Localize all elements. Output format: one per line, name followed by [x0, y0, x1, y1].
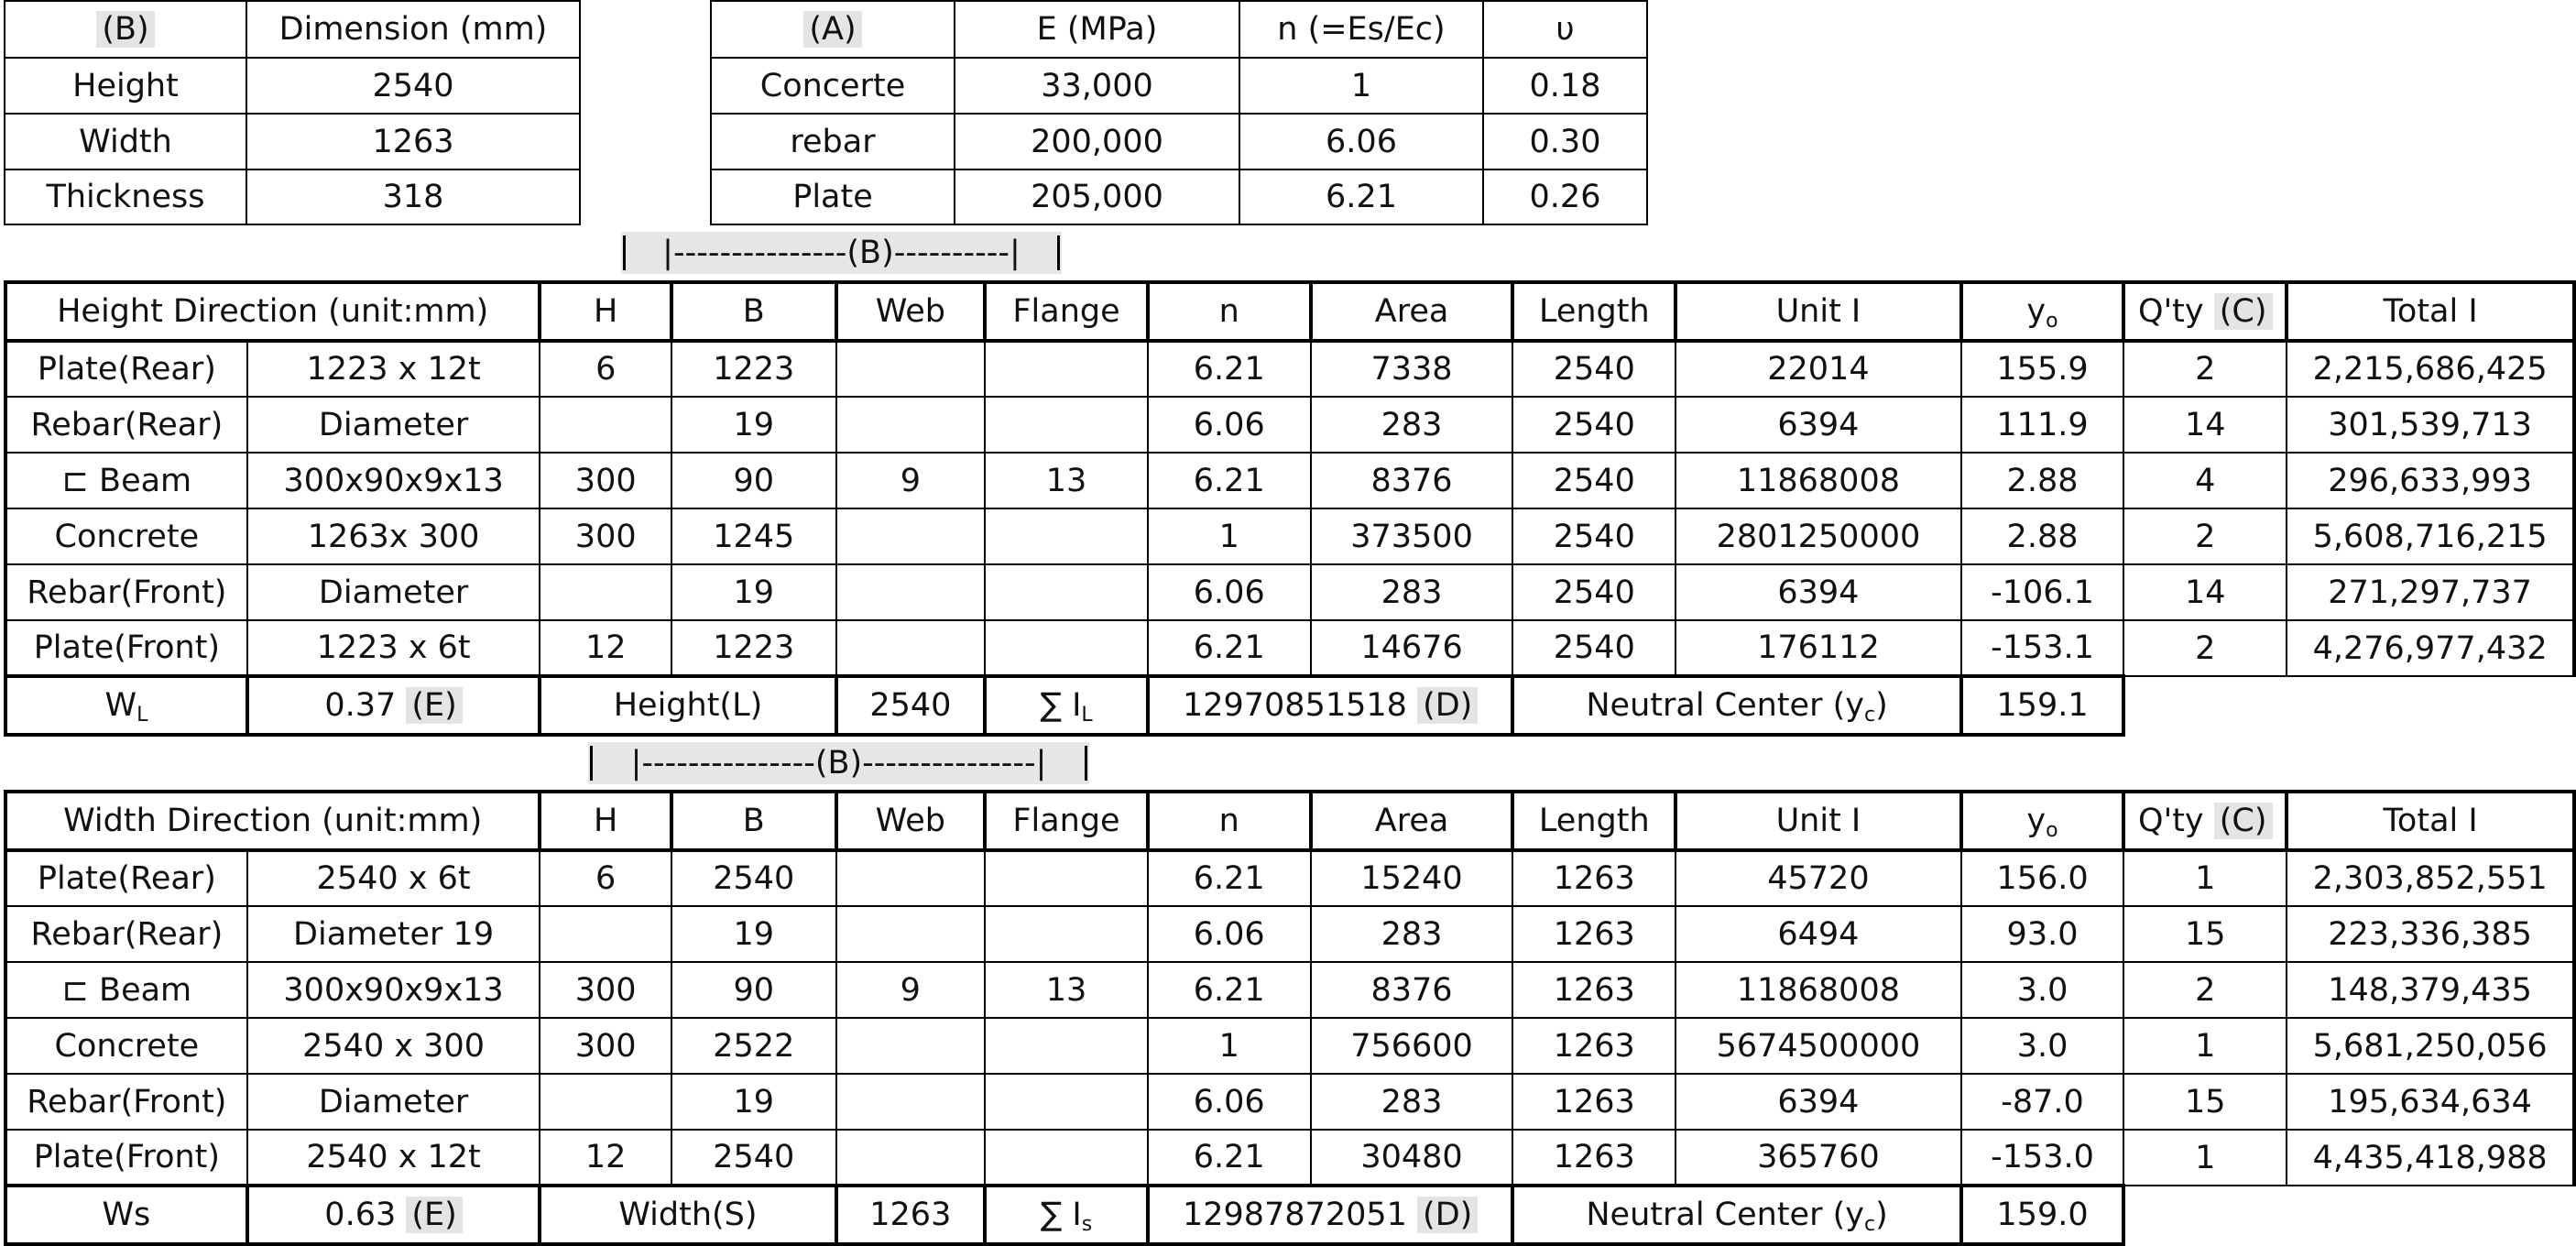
area-value: 283 [1311, 906, 1513, 962]
b-value: 1245 [671, 508, 836, 564]
column-header-unit-i: Unit I [1675, 282, 1961, 341]
yo-value: 3.0 [1961, 1018, 2124, 1074]
b-span-bracket [588, 742, 1089, 784]
total-i-value: 5,681,250,056 [2287, 1018, 2574, 1074]
h-value [540, 564, 671, 620]
unit-i-value: 6394 [1675, 1074, 1961, 1130]
height-direction-table [4, 280, 2576, 737]
neutral-center-value: 159.1 [1961, 676, 2124, 735]
unit-i-value: 11868008 [1675, 962, 1961, 1018]
total-i-value: 4,435,418,988 [2287, 1130, 2574, 1186]
flange-value: 13 [985, 962, 1148, 1018]
weight-factor-value: 0.63 (E) [247, 1186, 540, 1244]
column-header-yo [1961, 282, 2124, 341]
length-value: 2540 [1512, 341, 1675, 397]
n-value: 1 [1148, 1018, 1311, 1074]
n-value: 6.21 [1148, 453, 1311, 508]
column-header-flange: Flange [985, 792, 1148, 850]
dimension-label: Height(L) [540, 676, 835, 735]
flange-value [985, 341, 1148, 397]
bracket-edge [1085, 746, 1087, 781]
web-value: 9 [836, 962, 986, 1018]
total-i-value: 2,215,686,425 [2287, 341, 2574, 397]
material-n: 1 [1239, 58, 1483, 114]
component-spec: 1263x 300 [247, 508, 540, 564]
table-title: Width Direction (unit:mm) [5, 792, 540, 850]
n-value: 6.21 [1148, 620, 1311, 676]
area-value: 283 [1311, 1074, 1513, 1130]
material-e: 33,000 [955, 58, 1239, 114]
qty-value: 2 [2123, 341, 2287, 397]
component-spec: 2540 x 12t [247, 1130, 540, 1186]
n-value: 6.06 [1148, 1074, 1311, 1130]
length-value: 2540 [1512, 564, 1675, 620]
dimension-header-key: (B) [5, 1, 246, 58]
unit-i-value: 45720 [1675, 850, 1961, 906]
table-row [5, 1074, 2574, 1130]
unit-i-value: 365760 [1675, 1130, 1961, 1186]
table-row [5, 341, 2574, 397]
web-value [836, 508, 986, 564]
total-i-value: 5,608,716,215 [2287, 508, 2574, 564]
area-value: 7338 [1311, 341, 1513, 397]
qty-value: 14 [2123, 397, 2287, 453]
n-value: 6.21 [1148, 1130, 1311, 1186]
yo-value: -153.0 [1961, 1130, 2124, 1186]
bracket-edge [590, 746, 593, 781]
h-value: 12 [540, 620, 671, 676]
component-spec: Diameter 19 [247, 906, 540, 962]
empty-cell [2123, 676, 2574, 735]
component-name: Plate(Front) [5, 620, 247, 676]
material-header-poisson: υ [1483, 1, 1647, 58]
yo-symbol: y [2026, 293, 2047, 330]
total-i-value: 301,539,713 [2287, 397, 2574, 453]
neutral-center-label: Neutral Center (yc) [1512, 676, 1960, 735]
flange-value [985, 906, 1148, 962]
n-value: 6.21 [1148, 341, 1311, 397]
component-name: ⊏ Beam [5, 962, 247, 1018]
column-header-total-i: Total I [2287, 282, 2574, 341]
sum-i-value: 12987872051 (D) [1148, 1186, 1513, 1244]
width-table-body [5, 850, 2574, 1186]
material-name: Concerte [711, 58, 955, 114]
flange-value [985, 564, 1148, 620]
dimension-label: Width [5, 114, 246, 169]
total-i-value: 2,303,852,551 [2287, 850, 2574, 906]
length-value: 2540 [1512, 397, 1675, 453]
column-header-qty [2123, 282, 2287, 341]
flange-value [985, 397, 1148, 453]
qty-value: 2 [2123, 962, 2287, 1018]
dimension-value: 2540 [836, 676, 986, 735]
area-value: 283 [1311, 397, 1513, 453]
flange-value [985, 850, 1148, 906]
material-header-n: n (=Es/Ec) [1239, 1, 1483, 58]
length-value: 1263 [1512, 1130, 1675, 1186]
qty-tag: (C) [2214, 803, 2273, 839]
column-header-n: n [1148, 792, 1311, 850]
column-header-area: Area [1311, 282, 1513, 341]
unit-i-value: 2801250000 [1675, 508, 1961, 564]
flange-value [985, 620, 1148, 676]
b-value: 1223 [671, 341, 836, 397]
qty-label: Q'ty [2138, 293, 2204, 330]
column-header-unit-i: Unit I [1675, 792, 1961, 850]
h-value: 300 [540, 508, 671, 564]
n-value: 6.21 [1148, 850, 1311, 906]
web-value [836, 850, 986, 906]
web-value [836, 1074, 986, 1130]
component-name: ⊏ Beam [5, 453, 247, 508]
table-row [5, 962, 2574, 1018]
length-value: 1263 [1512, 1018, 1675, 1074]
total-i-value: 223,336,385 [2287, 906, 2574, 962]
component-name: Rebar(Front) [5, 1074, 247, 1130]
b-value: 19 [671, 906, 836, 962]
column-header-length: Length [1512, 792, 1675, 850]
web-value [836, 1018, 986, 1074]
yo-subscript: o [2046, 310, 2058, 333]
web-value [836, 397, 986, 453]
qty-value: 15 [2123, 906, 2287, 962]
h-value: 300 [540, 453, 671, 508]
n-value: 6.06 [1148, 564, 1311, 620]
flange-value: 13 [985, 453, 1148, 508]
width-direction-table [4, 790, 2576, 1246]
yo-symbol: y [2026, 803, 2047, 839]
column-header-n: n [1148, 282, 1311, 341]
column-header-b: B [671, 282, 836, 341]
dimension-value: 1263 [836, 1186, 986, 1244]
component-name: Rebar(Front) [5, 564, 247, 620]
length-value: 1263 [1512, 906, 1675, 962]
table-row [5, 1018, 2574, 1074]
qty-value: 14 [2123, 564, 2287, 620]
qty-tag: (C) [2214, 293, 2273, 330]
n-value: 6.21 [1148, 962, 1311, 1018]
yo-value: 93.0 [1961, 906, 2124, 962]
length-value: 1263 [1512, 1074, 1675, 1130]
sum-i-label: ∑ IL [985, 676, 1148, 735]
flange-value [985, 1018, 1148, 1074]
material-name: rebar [711, 114, 955, 169]
material-poisson: 0.18 [1483, 58, 1647, 114]
n-value: 6.06 [1148, 397, 1311, 453]
material-e: 200,000 [955, 114, 1239, 169]
unit-i-value: 176112 [1675, 620, 1961, 676]
dimension-label: Thickness [5, 169, 246, 224]
component-spec: 2540 x 300 [247, 1018, 540, 1074]
flange-value [985, 508, 1148, 564]
qty-value: 1 [2123, 850, 2287, 906]
area-value: 756600 [1311, 1018, 1513, 1074]
h-value [540, 397, 671, 453]
area-value: 8376 [1311, 962, 1513, 1018]
component-name: Plate(Rear) [5, 341, 247, 397]
web-value [836, 906, 986, 962]
component-spec: 1223 x 12t [247, 341, 540, 397]
neutral-center-label: Neutral Center (yc) [1512, 1186, 1960, 1244]
yo-value: -87.0 [1961, 1074, 2124, 1130]
unit-i-value: 22014 [1675, 341, 1961, 397]
qty-value: 2 [2123, 508, 2287, 564]
length-value: 2540 [1512, 453, 1675, 508]
area-value: 30480 [1311, 1130, 1513, 1186]
b-value: 90 [671, 962, 836, 1018]
bracket-edge [623, 235, 626, 270]
length-value: 2540 [1512, 508, 1675, 564]
column-header-flange: Flange [985, 282, 1148, 341]
column-header-total-i: Total I [2287, 792, 2574, 850]
empty-cell [2123, 1186, 2574, 1244]
total-i-value: 271,297,737 [2287, 564, 2574, 620]
material-name: Plate [711, 169, 955, 224]
length-value: 1263 [1512, 962, 1675, 1018]
material-poisson: 0.30 [1483, 114, 1647, 169]
area-value: 373500 [1311, 508, 1513, 564]
area-value: 8376 [1311, 453, 1513, 508]
b-value: 19 [671, 397, 836, 453]
b-value: 2540 [671, 1130, 836, 1186]
yo-value: 2.88 [1961, 453, 2124, 508]
material-n: 6.06 [1239, 114, 1483, 169]
column-header-web: Web [836, 792, 986, 850]
dimension-label: Height [5, 58, 246, 114]
h-value: 12 [540, 1130, 671, 1186]
dimension-value: 318 [246, 169, 580, 224]
area-value: 14676 [1311, 620, 1513, 676]
total-i-value: 148,379,435 [2287, 962, 2574, 1018]
unit-i-value: 6394 [1675, 397, 1961, 453]
dimension-label: Width(S) [540, 1186, 835, 1244]
component-spec: 300x90x9x13 [247, 453, 540, 508]
web-value [836, 564, 986, 620]
table-row [5, 397, 2574, 453]
material-header-key: (A) [711, 1, 955, 58]
unit-i-value: 11868008 [1675, 453, 1961, 508]
table-title: Height Direction (unit:mm) [5, 282, 540, 341]
column-header-web: Web [836, 282, 986, 341]
web-value [836, 1130, 986, 1186]
length-value: 2540 [1512, 620, 1675, 676]
component-spec: Diameter [247, 397, 540, 453]
b-value: 90 [671, 453, 836, 508]
table-row [5, 906, 2574, 962]
component-spec: Diameter [247, 564, 540, 620]
component-spec: 2540 x 6t [247, 850, 540, 906]
h-value [540, 1074, 671, 1130]
b-value: 2540 [671, 850, 836, 906]
h-value: 6 [540, 850, 671, 906]
component-name: Concrete [5, 1018, 247, 1074]
total-i-value: 4,276,977,432 [2287, 620, 2574, 676]
flange-value [985, 1074, 1148, 1130]
b-value: 19 [671, 1074, 836, 1130]
dimension-header-value: Dimension (mm) [246, 1, 580, 58]
qty-value: 2 [2123, 620, 2287, 676]
material-n: 6.21 [1239, 169, 1483, 224]
n-value: 6.06 [1148, 906, 1311, 962]
area-value: 283 [1311, 564, 1513, 620]
total-i-value: 195,634,634 [2287, 1074, 2574, 1130]
column-header-length: Length [1512, 282, 1675, 341]
unit-i-value: 6394 [1675, 564, 1961, 620]
b-value: 19 [671, 564, 836, 620]
table-row [5, 850, 2574, 906]
material-header-e: E (MPa) [955, 1, 1239, 58]
h-value: 300 [540, 1018, 671, 1074]
h-value: 300 [540, 962, 671, 1018]
column-header-h: H [540, 282, 671, 341]
table-row [5, 1130, 2574, 1186]
yo-value: 155.9 [1961, 341, 2124, 397]
yo-value: 156.0 [1961, 850, 2124, 906]
column-header-yo [1961, 792, 2124, 850]
table-row [5, 564, 2574, 620]
h-value [540, 906, 671, 962]
yo-value: 3.0 [1961, 962, 2124, 1018]
yo-value: -106.1 [1961, 564, 2124, 620]
column-header-qty [2123, 792, 2287, 850]
qty-value: 1 [2123, 1130, 2287, 1186]
component-name: Rebar(Rear) [5, 397, 247, 453]
material-table [710, 0, 1648, 225]
component-name: Plate(Rear) [5, 850, 247, 906]
table-row [5, 620, 2574, 676]
n-value: 1 [1148, 508, 1311, 564]
b-span-bracket-text: |---------------(B)----------| [662, 235, 1021, 271]
bracket-edge [1057, 235, 1060, 270]
table-row [5, 508, 2574, 564]
dimension-value: 2540 [246, 58, 580, 114]
dimension-table [4, 0, 581, 225]
qty-label: Q'ty [2138, 803, 2204, 839]
flange-value [985, 1130, 1148, 1186]
component-spec: Diameter [247, 1074, 540, 1130]
qty-value: 1 [2123, 1018, 2287, 1074]
web-value [836, 341, 986, 397]
component-name: Plate(Front) [5, 1130, 247, 1186]
qty-value: 4 [2123, 453, 2287, 508]
column-header-b: B [671, 792, 836, 850]
yo-value: -153.1 [1961, 620, 2124, 676]
weight-factor-value: 0.37 (E) [247, 676, 540, 735]
column-header-h: H [540, 792, 671, 850]
yo-value: 2.88 [1961, 508, 2124, 564]
unit-i-value: 5674500000 [1675, 1018, 1961, 1074]
neutral-center-value: 159.0 [1961, 1186, 2124, 1244]
b-value: 2522 [671, 1018, 836, 1074]
yo-value: 111.9 [1961, 397, 2124, 453]
component-name: Rebar(Rear) [5, 906, 247, 962]
web-value: 9 [836, 453, 986, 508]
weight-factor-label: WL [5, 676, 247, 735]
component-spec: 300x90x9x13 [247, 962, 540, 1018]
component-name: Concrete [5, 508, 247, 564]
material-e: 205,000 [955, 169, 1239, 224]
table-row [5, 453, 2574, 508]
total-i-value: 296,633,993 [2287, 453, 2574, 508]
sum-i-label: ∑ Is [985, 1186, 1148, 1244]
length-value: 1263 [1512, 850, 1675, 906]
material-poisson: 0.26 [1483, 169, 1647, 224]
height-table-body [5, 341, 2574, 676]
component-spec: 1223 x 6t [247, 620, 540, 676]
sum-i-value: 12970851518 (D) [1148, 676, 1513, 735]
b-span-bracket [621, 232, 1062, 274]
h-value: 6 [540, 341, 671, 397]
b-span-bracket-text: |---------------(B)---------------| [630, 745, 1047, 781]
qty-value: 15 [2123, 1074, 2287, 1130]
weight-factor-label: Ws [5, 1186, 247, 1244]
area-value: 15240 [1311, 850, 1513, 906]
column-header-area: Area [1311, 792, 1513, 850]
b-value: 1223 [671, 620, 836, 676]
web-value [836, 620, 986, 676]
unit-i-value: 6494 [1675, 906, 1961, 962]
yo-subscript: o [2046, 819, 2058, 842]
dimension-value: 1263 [246, 114, 580, 169]
